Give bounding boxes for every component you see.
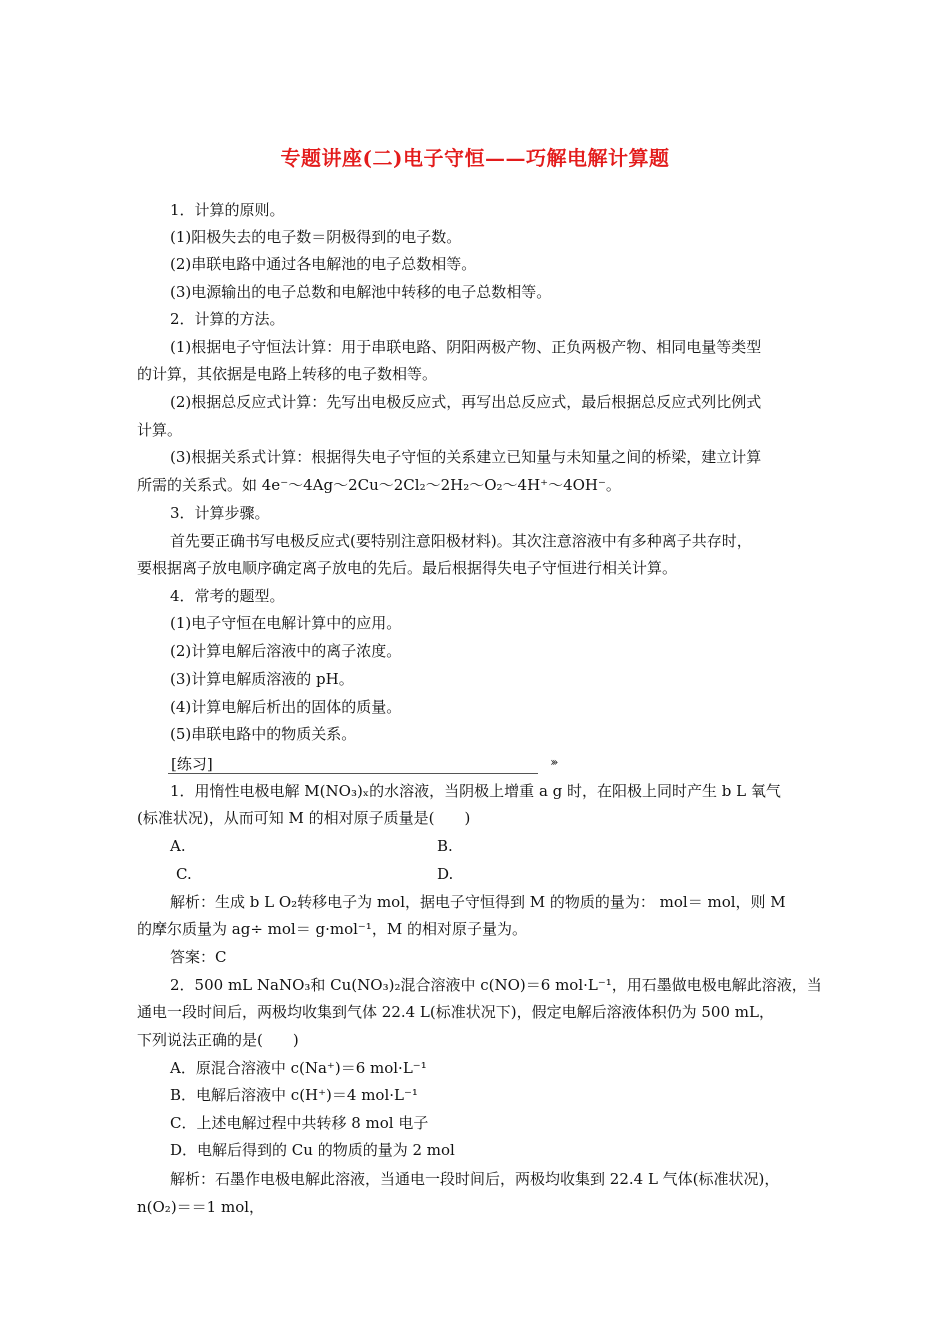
page-title: 专题讲座(二)电子守恒——巧解电解计算题 (280, 146, 670, 170)
text-line: (1)根据电子守恒法计算：用于串联电路、阴阳两极产物、正负两极产物、相同电量等类型 (170, 338, 762, 356)
text-line: 要根据离子放电顺序确定离子放电的先后。最后根据得失电子守恒进行相关计算。 (137, 559, 678, 577)
practice-header (168, 754, 568, 776)
text-line: (3)电源输出的电子总数和电解池中转移的电子总数相等。 (170, 283, 552, 301)
answer-1: 答案：C (170, 948, 227, 966)
option-a: A．原混合溶液中 c(Na⁺)＝6 mol·L⁻¹ (170, 1059, 427, 1077)
question-2-stem: 通电一段时间后，两极均收集到气体 22.4 L(标准状况下)，假定电解后溶液体积仍为 500 mL， (137, 1003, 774, 1021)
option-b: B．电解后溶液中 c(H⁺)＝4 mol·L⁻¹ (170, 1086, 418, 1104)
text-line: (2)根据总反应式计算：先写出电极反应式，再写出总反应式，最后根据总反应式列比例式 (170, 393, 762, 411)
question-2-stem: 下列说法正确的是( ) (137, 1031, 299, 1049)
text-line: (2)串联电路中通过各电解池的电子总数相等。 (170, 255, 477, 273)
question-1-stem: (标准状况)，从而可知 M 的相对原子质量是( ) (137, 809, 471, 827)
text-line: (4)计算电解后析出的固体的质量。 (170, 698, 402, 716)
analysis-2: 解析：石墨作电极电解此溶液，当通电一段时间后，两极均收集到 22.4 L 气体(标准状况)， (170, 1170, 780, 1188)
text-line: (5)串联电路中的物质关系。 (170, 725, 357, 743)
question-1-stem: 1．用惰性电极电解 M(NO₃)ₓ的水溶液，当阴极上增重 a g 时，在阳极上同时产生 b L 氧气 (170, 782, 781, 800)
option-d: D．电解后得到的 Cu 的物质的量为 2 mol (170, 1141, 455, 1159)
analysis-2: n(O₂)＝＝1 mol， (137, 1198, 265, 1216)
text-line: 的计算，其依据是电路上转移的电子数相等。 (137, 365, 438, 383)
option-b: B. (437, 837, 453, 855)
section-heading-method: 2．计算的方法。 (170, 310, 285, 328)
text-line: (3)根据关系式计算：根据得失电子守恒的关系建立已知量与未知量之间的桥梁，建立计算 (170, 448, 762, 466)
analysis-1: 解析：生成 b L O₂转移电子为 mol，据电子守恒得到 M 的物质的量为： mol＝ mol，则 M (170, 893, 786, 911)
question-2-stem: 2．500 mL NaNO₃和 Cu(NO₃)₂混合溶液中 c(NO)＝6 mol·L⁻¹，用石墨做电极电解此溶液，当 (170, 976, 822, 994)
section-heading-steps: 3．计算步骤。 (170, 504, 270, 522)
text-line: (3)计算电解质溶液的 pH。 (170, 670, 354, 688)
text-line: 首先要正确书写电极反应式(要特别注意阳极材料)。其次注意溶液中有多种离子共存时， (170, 532, 752, 550)
practice-underline (168, 773, 538, 774)
practice-label: [练习] (171, 755, 213, 773)
text-line: 所需的关系式。如 4e⁻～4Ag～2Cu～2Cl₂～2H₂～O₂～4H⁺～4OH⁻。 (137, 476, 621, 494)
chevron-right-icon: ››› (550, 755, 556, 769)
section-heading-principle: 1．计算的原则。 (170, 201, 285, 219)
option-d: D. (437, 865, 454, 883)
text-line: (1)阳极失去的电子数＝阴极得到的电子数。 (170, 228, 462, 246)
option-c: C．上述电解过程中共转移 8 mol 电子 (170, 1114, 429, 1132)
text-line: (1)电子守恒在电解计算中的应用。 (170, 614, 402, 632)
text-line: 计算。 (137, 421, 183, 439)
section-heading-types: 4．常考的题型。 (170, 587, 285, 605)
option-a: A. (170, 837, 186, 855)
analysis-1: 的摩尔质量为 ag÷ mol＝ g·mol⁻¹，M 的相对原子量为。 (137, 920, 527, 938)
text-line: (2)计算电解后溶液中的离子浓度。 (170, 642, 402, 660)
option-c: C. (176, 865, 192, 883)
